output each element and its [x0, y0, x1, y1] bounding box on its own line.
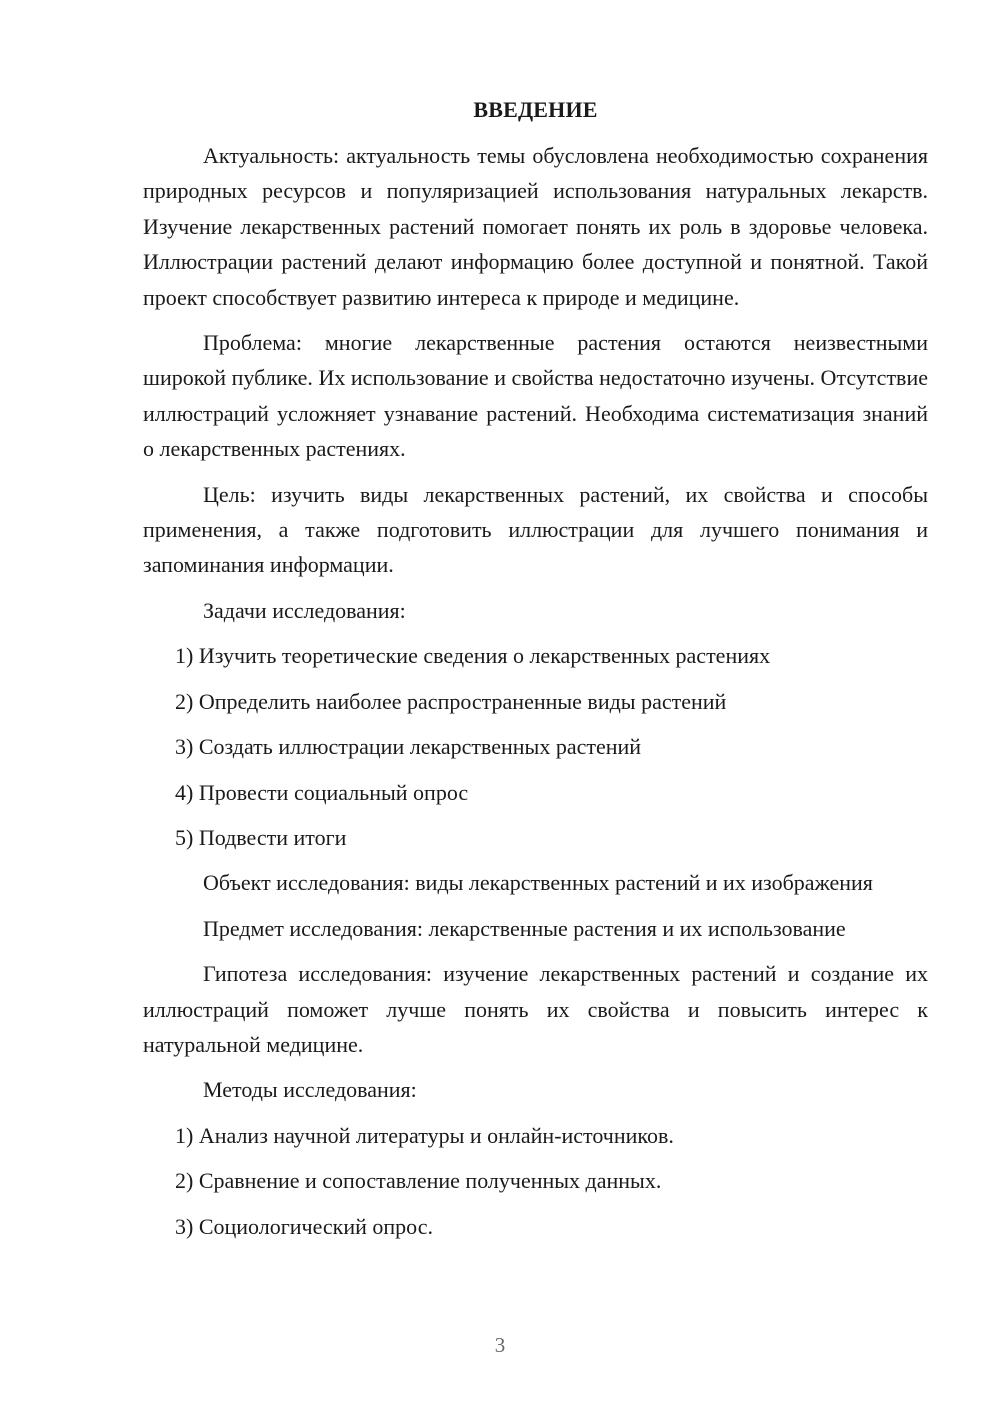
- tasks-list: [143, 638, 928, 855]
- section-heading: ВВЕДЕНИЕ: [473, 97, 598, 122]
- method-item: 3) Социологический опрос.: [175, 1213, 433, 1239]
- subject-paragraph: Предмет исследования: лекарственные растения и их использование: [203, 915, 846, 941]
- goal-paragraph: Цель: изучить виды лекарственных растений, их свойства и способы применения, а также подготовить иллюстрации для лучшего понимания и запоминания информации.: [143, 481, 928, 578]
- object-paragraph: Объект исследования: виды лекарственных растений и их изображения: [203, 870, 873, 896]
- task-item: 2) Определить наиболее распространенные виды растений: [175, 688, 727, 714]
- task-item: 5) Подвести итоги: [175, 824, 347, 850]
- method-item: 2) Сравнение и сопоставление полученных данных.: [175, 1168, 662, 1194]
- methods-list: [143, 1118, 928, 1244]
- tasks-title: Задачи исследования:: [203, 597, 406, 623]
- method-item: 1) Анализ научной литературы и онлайн-источников.: [175, 1122, 674, 1148]
- task-item: 1) Изучить теоретические сведения о лекарственных растениях: [175, 643, 771, 669]
- methods-title: Методы исследования:: [203, 1077, 417, 1103]
- problem-paragraph: Проблема: многие лекарственные растения остаются неизвестными широкой публике. Их использование и свойства недостаточно изучены. Отсутствие иллюстраций усложняет узнавание растений. Необходима систематизация знаний о лекарственных растениях.: [143, 330, 928, 462]
- relevance-paragraph: Актуальность: актуальность темы обусловлена необходимостью сохранения природных ресурсов и популяризацией использования натуральных лекарств. Изучение лекарственных растений помогает понять их роль в здоровье человека. Иллюстрации растений делают информацию более доступной и понятной. Такой проект способствует развитию интереса к природе и медицине.: [143, 143, 928, 310]
- document-page: [143, 92, 928, 1244]
- page-number: 3: [494, 1333, 506, 1357]
- task-item: 4) Провести социальный опрос: [175, 779, 469, 805]
- hypothesis-paragraph: Гипотеза исследования: изучение лекарственных растений и создание их иллюстраций поможет лучше понять их свойства и повысить интерес к натуральной медицине.: [143, 961, 928, 1057]
- task-item: 3) Создать иллюстрации лекарственных растений: [175, 734, 642, 760]
